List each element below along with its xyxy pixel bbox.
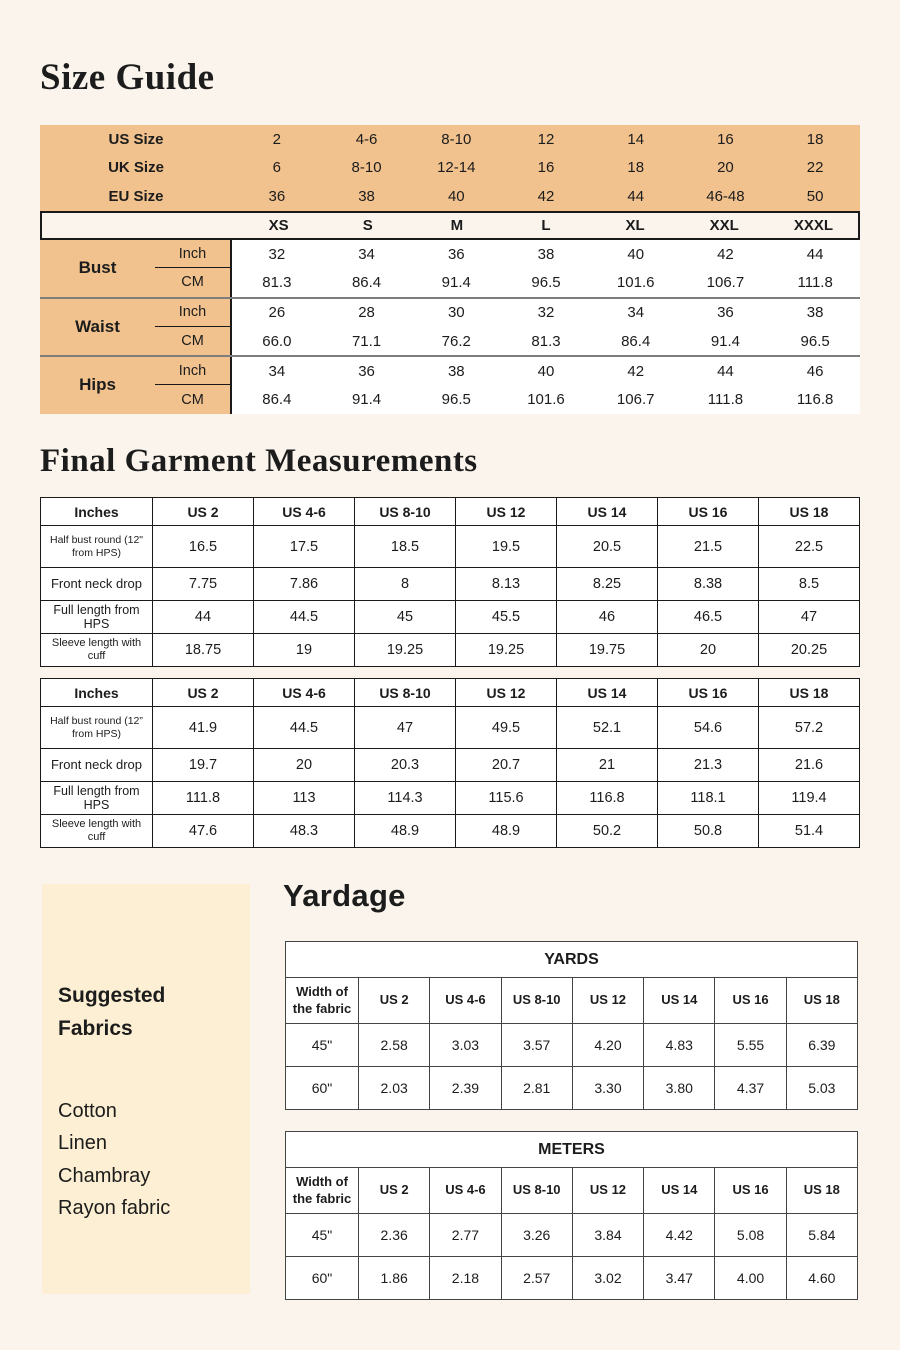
width-label: 45" (286, 1024, 359, 1067)
yardage-value: 2.77 (430, 1214, 501, 1257)
yardage-value: 1.86 (359, 1257, 430, 1300)
column-header: Inches (41, 679, 153, 707)
value-cell: 7.75 (153, 568, 254, 601)
yards-table (285, 941, 858, 1110)
width-header: Width of the fabric (286, 1168, 359, 1214)
row-label: Sleeve length with cuff (41, 634, 153, 667)
yardage-value: 2.18 (430, 1257, 501, 1300)
measurement-cell: 38 (770, 299, 860, 327)
yardage-value: 2.57 (501, 1257, 572, 1300)
measurement-cell: 96.5 (501, 268, 591, 296)
size-header: US 18 (786, 1168, 857, 1214)
column-header: US 18 (759, 498, 860, 526)
conversion-cell: 46-48 (706, 187, 745, 205)
suggested-fabrics-panel (42, 884, 250, 1294)
value-cell: 8 (355, 568, 456, 601)
corner-spacer (42, 213, 234, 238)
column-header: US 14 (557, 498, 658, 526)
conversion-cell: 8-10 (351, 159, 382, 177)
yardage-value: 3.03 (430, 1024, 501, 1067)
yardage-value: 4.37 (715, 1067, 786, 1110)
measurement-cell: 96.5 (411, 385, 501, 413)
value-cell: 119.4 (759, 782, 860, 815)
conversion-cell: 2 (272, 130, 282, 148)
measurement-cell: 32 (501, 299, 591, 327)
conversion-cell: 4-6 (355, 130, 378, 148)
garment-measurements-title: Final Garment Measurements (40, 443, 478, 479)
size-guide-title: Size Guide (40, 57, 215, 98)
measurement-cell: 96.5 (770, 327, 860, 355)
value-cell: 20 (658, 634, 759, 667)
value-cell: 48.9 (355, 815, 456, 848)
width-label: 60" (286, 1067, 359, 1110)
row-label: Full length from HPS (41, 601, 153, 634)
measurement-cell: 86.4 (591, 327, 681, 355)
size-header: US 12 (572, 978, 643, 1024)
size-letter: XL (625, 217, 645, 234)
measurement-cell: 34 (232, 357, 322, 385)
value-cell: 17.5 (254, 526, 355, 568)
measurement-cell: 42 (591, 357, 681, 385)
value-cell: 49.5 (456, 707, 557, 749)
value-cell: 16.5 (153, 526, 254, 568)
yardage-value: 5.03 (786, 1067, 857, 1110)
size-header: US 16 (715, 978, 786, 1024)
fabrics-heading: Suggested Fabrics (58, 984, 166, 1040)
measurement-cell: 106.7 (681, 268, 771, 296)
value-cell: 7.86 (254, 568, 355, 601)
measurement-cell: 106.7 (591, 385, 681, 413)
unit-label: Inch (155, 299, 232, 327)
conversion-row-label: UK Size (108, 159, 164, 177)
measurement-cell: 66.0 (232, 327, 322, 355)
conversion-cell: 12-14 (437, 159, 476, 177)
value-cell: 20.5 (557, 526, 658, 568)
unit-label: Inch (155, 240, 232, 268)
conversion-cell: 36 (268, 187, 286, 205)
value-cell: 19.7 (153, 749, 254, 782)
measurement-cell: 32 (232, 240, 322, 268)
value-cell: 48.3 (254, 815, 355, 848)
value-cell: 45.5 (456, 601, 557, 634)
size-letter: S (362, 217, 373, 234)
measurement-cell: 38 (501, 240, 591, 268)
value-cell: 50.2 (557, 815, 658, 848)
value-cell: 48.9 (456, 815, 557, 848)
size-header: US 16 (715, 1168, 786, 1214)
measurement-cell: 36 (681, 299, 771, 327)
column-header: US 2 (153, 498, 254, 526)
garment-table-inches (40, 497, 860, 667)
size-letter: XXXL (793, 217, 834, 234)
conversion-row-label: US Size (108, 130, 164, 148)
value-cell: 114.3 (355, 782, 456, 815)
yardage-value: 3.26 (501, 1214, 572, 1257)
measurement-cell: 91.4 (681, 327, 771, 355)
size-header: US 8-10 (501, 978, 572, 1024)
yardage-value: 5.08 (715, 1214, 786, 1257)
yardage-value: 2.39 (430, 1067, 501, 1110)
yardage-value: 3.84 (572, 1214, 643, 1257)
garment-table-cm (40, 678, 860, 848)
measurement-cell: 36 (411, 240, 501, 268)
measurement-cell: 111.8 (770, 268, 860, 296)
body-measurements-table (40, 240, 860, 414)
conversion-cell: 16 (717, 130, 734, 148)
yardage-value: 4.42 (644, 1214, 715, 1257)
width-label: 60" (286, 1257, 359, 1300)
row-label: Sleeve length with cuff (41, 815, 153, 848)
measurement-cell: 81.3 (501, 327, 591, 355)
column-header: US 12 (456, 679, 557, 707)
size-letter: M (450, 217, 464, 234)
attribute-label: Bust (40, 240, 155, 297)
value-cell: 20 (254, 749, 355, 782)
unit-label: CM (155, 385, 232, 413)
measurement-cell: 34 (322, 240, 412, 268)
column-header: Inches (41, 498, 153, 526)
column-header: US 16 (658, 498, 759, 526)
value-cell: 22.5 (759, 526, 860, 568)
value-cell: 111.8 (153, 782, 254, 815)
measurement-cell: 116.8 (770, 385, 860, 413)
size-header: US 4-6 (430, 1168, 501, 1214)
yardage-value: 3.80 (644, 1067, 715, 1110)
value-cell: 19.25 (355, 634, 456, 667)
fabric-item: Rayon fabric (58, 1197, 171, 1220)
measurement-cell: 81.3 (232, 268, 322, 296)
size-letter: L (541, 217, 551, 234)
yardage-value: 3.02 (572, 1257, 643, 1300)
measurement-cell: 101.6 (591, 268, 681, 296)
value-cell: 21 (557, 749, 658, 782)
column-header: US 18 (759, 679, 860, 707)
value-cell: 20.3 (355, 749, 456, 782)
row-label: Full length from HPS (41, 782, 153, 815)
row-label: Half bust round (12" from HPS) (41, 526, 153, 568)
yardage-value: 4.60 (786, 1257, 857, 1300)
fabric-item: Linen (58, 1132, 107, 1155)
value-cell: 52.1 (557, 707, 658, 749)
value-cell: 47 (759, 601, 860, 634)
conversion-cell: 14 (627, 130, 645, 148)
unit-label: CM (155, 268, 232, 296)
value-cell: 44.5 (254, 707, 355, 749)
yardage-value: 2.36 (359, 1214, 430, 1257)
row-label: Front neck drop (41, 749, 153, 782)
conversion-cell: 40 (447, 187, 465, 205)
value-cell: 54.6 (658, 707, 759, 749)
conversion-cell: 20 (717, 159, 734, 177)
conversion-cell: 50 (806, 187, 824, 205)
value-cell: 118.1 (658, 782, 759, 815)
value-cell: 47.6 (153, 815, 254, 848)
measurement-cell: 28 (322, 299, 412, 327)
size-letter: XXL (709, 217, 739, 234)
table-title: METERS (286, 1132, 858, 1168)
size-letter: XS (268, 217, 289, 234)
conversion-cell: 8-10 (441, 130, 472, 148)
size-header: US 14 (644, 1168, 715, 1214)
value-cell: 8.38 (658, 568, 759, 601)
value-cell: 45 (355, 601, 456, 634)
width-label: 45" (286, 1214, 359, 1257)
size-header: US 18 (786, 978, 857, 1024)
measurement-cell: 71.1 (322, 327, 412, 355)
value-cell: 19.5 (456, 526, 557, 568)
value-cell: 18.75 (153, 634, 254, 667)
measurement-cell: 40 (591, 240, 681, 268)
column-header: US 8-10 (355, 498, 456, 526)
measurement-cell: 86.4 (322, 268, 412, 296)
measurement-cell: 111.8 (681, 385, 771, 413)
column-header: US 12 (456, 498, 557, 526)
measurement-cell: 42 (681, 240, 771, 268)
size-header: US 12 (572, 1168, 643, 1214)
yardage-value: 3.57 (501, 1024, 572, 1067)
yardage-value: 4.83 (644, 1024, 715, 1067)
measurement-cell: 30 (411, 299, 501, 327)
fabric-item: Chambray (58, 1164, 151, 1187)
yardage-value: 3.30 (572, 1067, 643, 1110)
column-header: US 8-10 (355, 679, 456, 707)
value-cell: 46 (557, 601, 658, 634)
yardage-value: 3.47 (644, 1257, 715, 1300)
measurement-cell: 36 (322, 357, 412, 385)
measurement-cell: 91.4 (322, 385, 412, 413)
value-cell: 19 (254, 634, 355, 667)
measurement-cell: 26 (232, 299, 322, 327)
conversion-cell: 12 (537, 130, 555, 148)
value-cell: 19.25 (456, 634, 557, 667)
conversion-cell: 38 (358, 187, 375, 205)
value-cell: 18.5 (355, 526, 456, 568)
measurement-cell: 44 (770, 240, 860, 268)
column-header: US 2 (153, 679, 254, 707)
value-cell: 19.75 (557, 634, 658, 667)
conversion-cell: 6 (272, 159, 282, 177)
value-cell: 8.13 (456, 568, 557, 601)
attribute-label: Waist (40, 299, 155, 356)
fabrics-list (58, 1095, 234, 1225)
size-header: US 2 (359, 1168, 430, 1214)
column-header: US 14 (557, 679, 658, 707)
yardage-value: 6.39 (786, 1024, 857, 1067)
value-cell: 44.5 (254, 601, 355, 634)
value-cell: 113 (254, 782, 355, 815)
value-cell: 51.4 (759, 815, 860, 848)
yardage-value: 2.03 (359, 1067, 430, 1110)
yardage-title: Yardage (283, 878, 406, 913)
measurement-section-waist (40, 297, 860, 356)
row-label: Half bust round (12” from HPS) (41, 707, 153, 749)
measurement-section-bust (40, 240, 860, 297)
measurement-cell: 76.2 (411, 327, 501, 355)
column-header: US 4-6 (254, 498, 355, 526)
conversion-cell: 18 (627, 159, 645, 177)
conversion-cell: 16 (537, 159, 555, 177)
value-cell: 8.25 (557, 568, 658, 601)
unit-label: CM (155, 327, 232, 355)
measurement-section-hips (40, 355, 860, 414)
value-cell: 57.2 (759, 707, 860, 749)
yardage-value: 5.55 (715, 1024, 786, 1067)
measurement-cell: 38 (411, 357, 501, 385)
conversion-cell: 22 (806, 159, 824, 177)
measurement-cell: 40 (501, 357, 591, 385)
size-header: US 2 (359, 978, 430, 1024)
yardage-value: 4.00 (715, 1257, 786, 1300)
value-cell: 115.6 (456, 782, 557, 815)
value-cell: 47 (355, 707, 456, 749)
conversion-cell: 44 (627, 187, 645, 205)
row-label: Front neck drop (41, 568, 153, 601)
size-letters-row (40, 211, 860, 240)
value-cell: 21.3 (658, 749, 759, 782)
value-cell: 21.6 (759, 749, 860, 782)
value-cell: 8.5 (759, 568, 860, 601)
value-cell: 50.8 (658, 815, 759, 848)
measurement-cell: 34 (591, 299, 681, 327)
yardage-value: 2.58 (359, 1024, 430, 1067)
measurement-cell: 86.4 (232, 385, 322, 413)
size-header: US 4-6 (430, 978, 501, 1024)
size-header: US 8-10 (501, 1168, 572, 1214)
value-cell: 116.8 (557, 782, 658, 815)
measurement-cell: 91.4 (411, 268, 501, 296)
yardage-value: 2.81 (501, 1067, 572, 1110)
attribute-label: Hips (40, 357, 155, 414)
measurement-cell: 46 (770, 357, 860, 385)
value-cell: 20.25 (759, 634, 860, 667)
conversion-row-label: EU Size (108, 187, 164, 205)
value-cell: 21.5 (658, 526, 759, 568)
measurement-cell: 44 (681, 357, 771, 385)
unit-label: Inch (155, 357, 232, 385)
yardage-value: 4.20 (572, 1024, 643, 1067)
value-cell: 20.7 (456, 749, 557, 782)
meters-table (285, 1131, 858, 1300)
conversion-cell: 18 (806, 130, 824, 148)
column-header: US 4-6 (254, 679, 355, 707)
width-header: Width of the fabric (286, 978, 359, 1024)
size-header: US 14 (644, 978, 715, 1024)
column-header: US 16 (658, 679, 759, 707)
value-cell: 46.5 (658, 601, 759, 634)
yardage-value: 5.84 (786, 1214, 857, 1257)
value-cell: 41.9 (153, 707, 254, 749)
measurement-cell: 101.6 (501, 385, 591, 413)
conversion-cell: 42 (537, 187, 555, 205)
table-title: YARDS (286, 942, 858, 978)
value-cell: 44 (153, 601, 254, 634)
size-conversion-table (40, 125, 860, 211)
fabric-item: Cotton (58, 1100, 117, 1123)
